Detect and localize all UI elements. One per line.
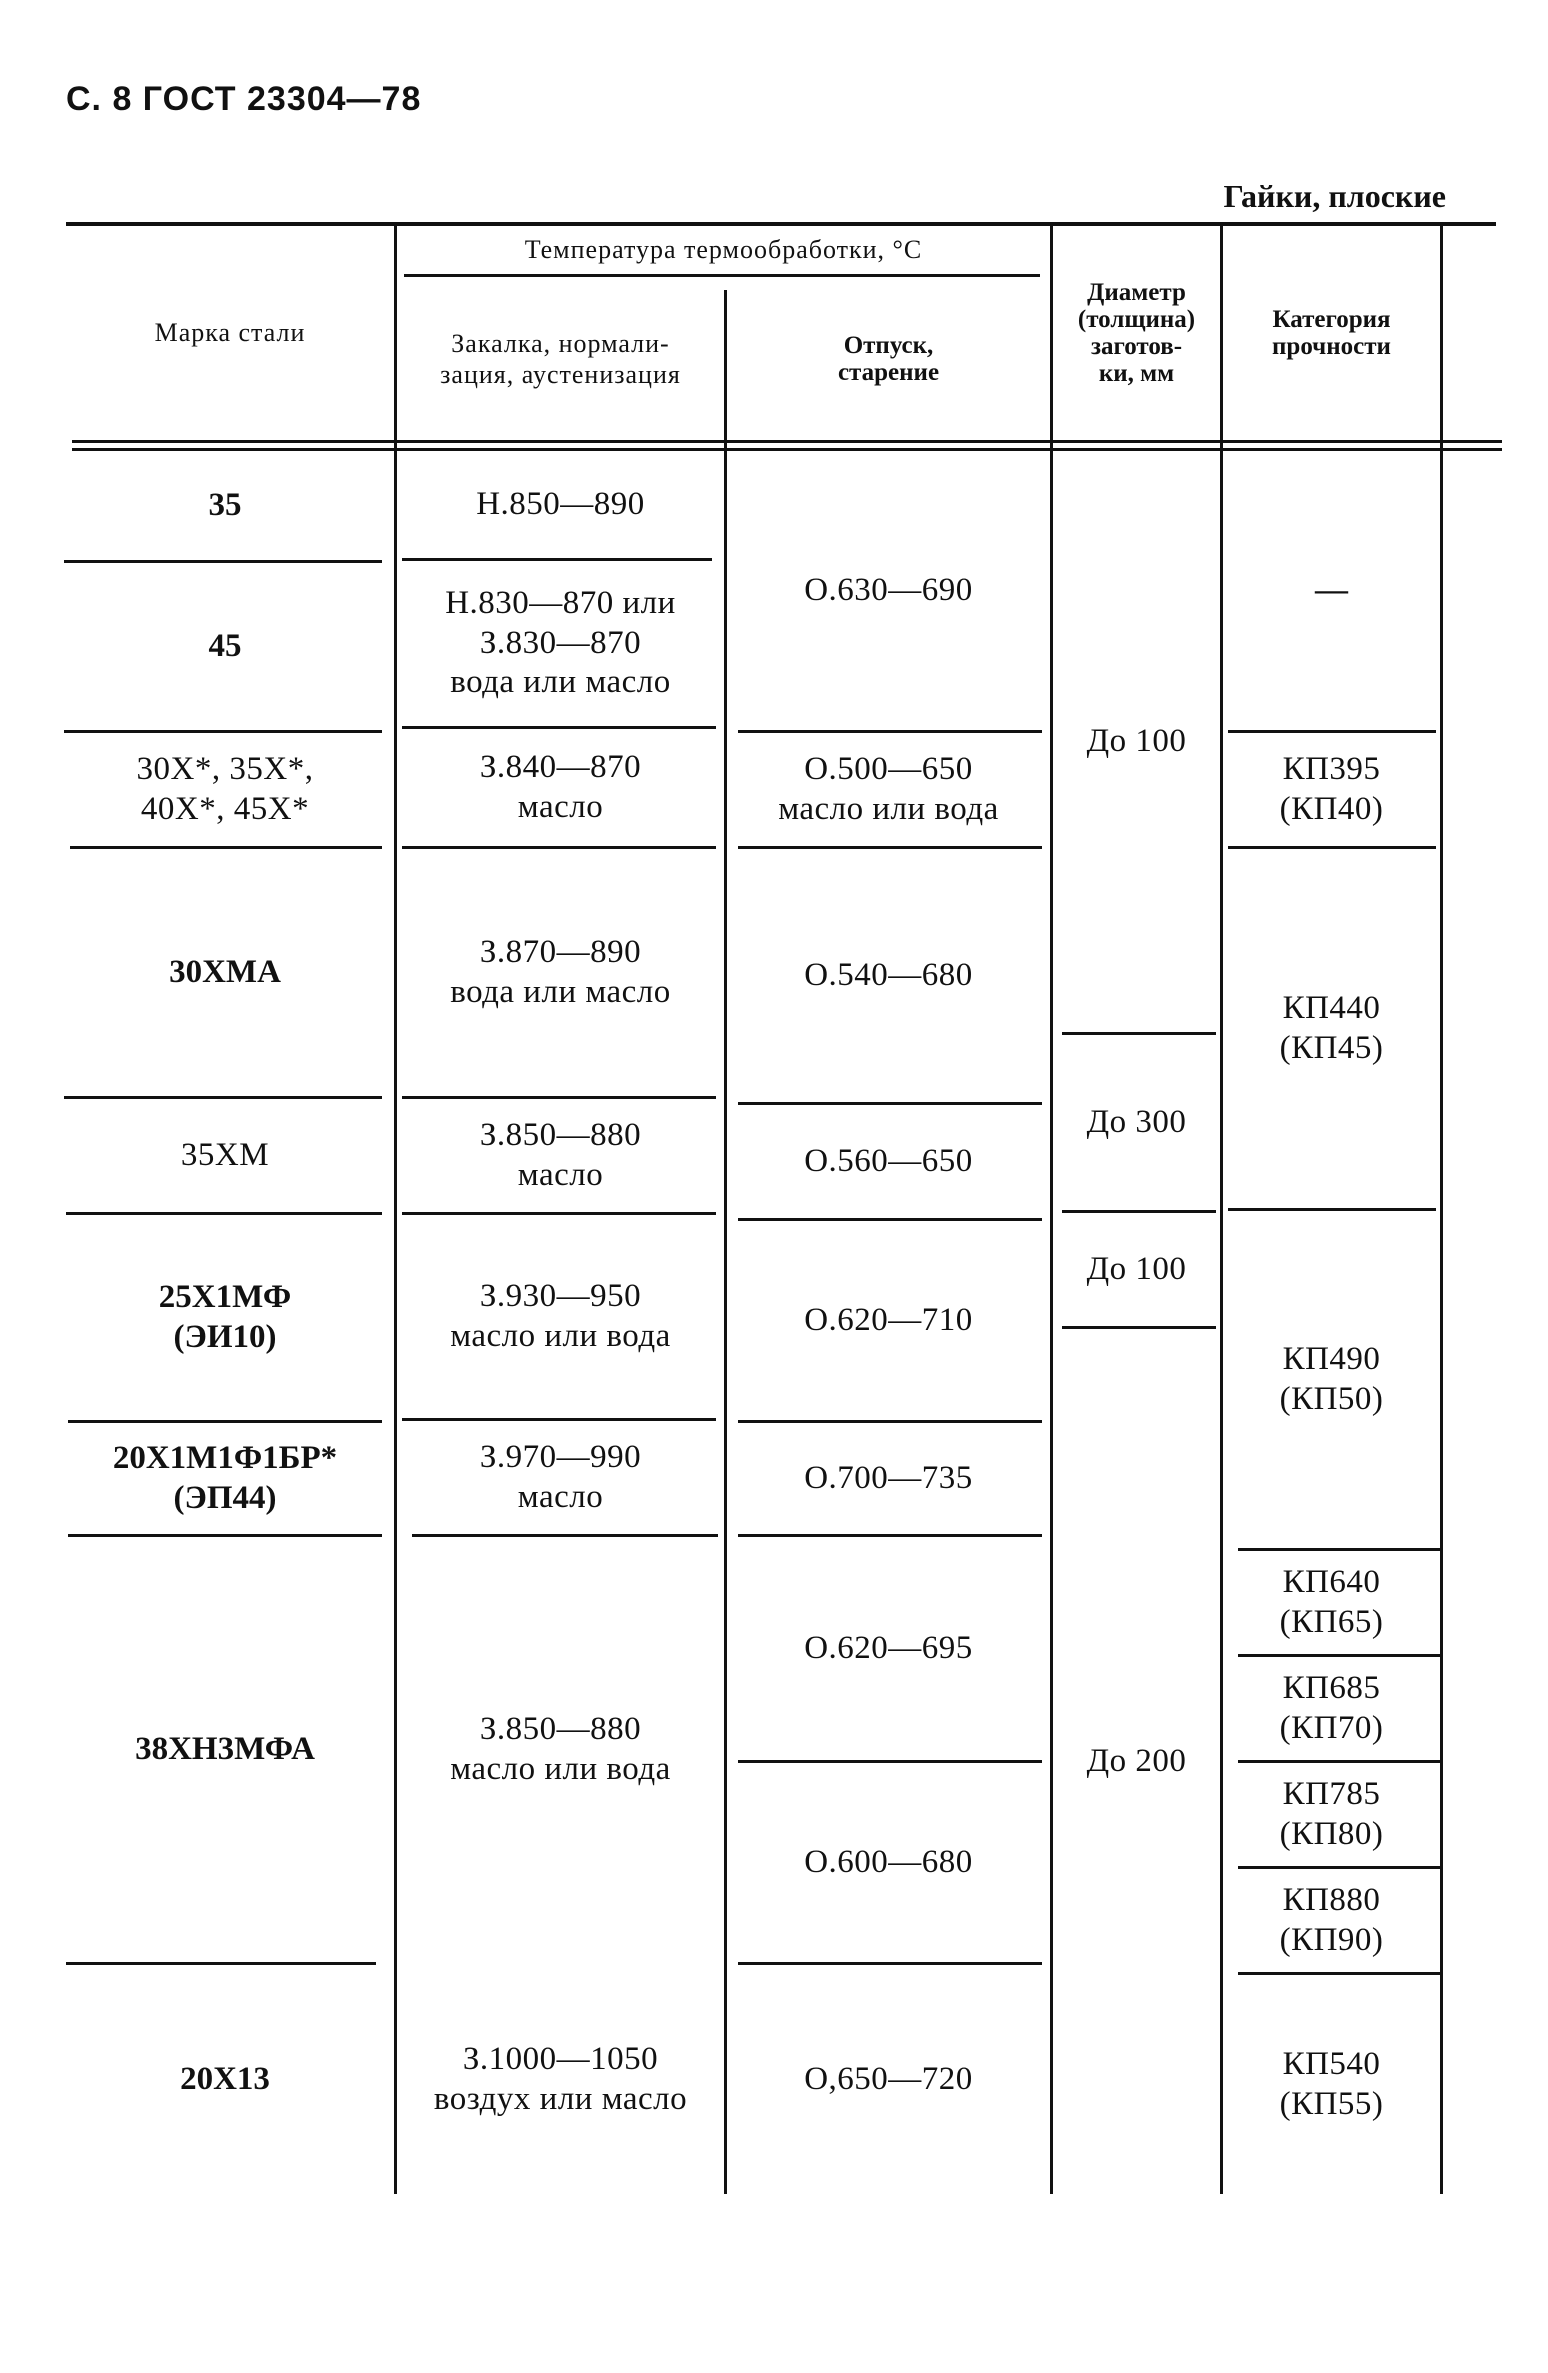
tempering-cell: О.600—680 (804, 1843, 973, 1880)
section-title: Гайки, плоские (1223, 178, 1446, 214)
header-temp-rule (404, 274, 1040, 277)
steel-grade-cell: 38ХН3МФА (135, 1730, 315, 1767)
quenching-cell: З.870—890 вода или масло (450, 933, 671, 1010)
col-line-right (1440, 226, 1443, 2194)
header-heat-treatment-temp: Температура термообработки, °С (524, 235, 923, 265)
tempering-cell: О.620—710 (804, 1301, 973, 1338)
header-bottom-rule-1 (72, 440, 1502, 443)
quenching-cell: З.970—990 масло (479, 1438, 642, 1515)
diameter-cell: До 100 (1086, 1250, 1187, 1287)
steel-grade-cell: 35 (208, 487, 242, 524)
category-cell: КП440 (КП45) (1279, 989, 1384, 1066)
tempering-cell: О.500—650 масло или вода (778, 750, 999, 827)
category-cell: — (1315, 572, 1348, 609)
category-cell: КП785 (КП80) (1279, 1775, 1384, 1852)
category-cell: КП540 (КП55) (1279, 2045, 1384, 2122)
steel-grade-cell: 30ХМА (169, 953, 281, 990)
tempering-cell: О.700—735 (804, 1459, 973, 1496)
diameter-cell: До 200 (1086, 1742, 1187, 1779)
quenching-cell: З.930—950 масло или вода (450, 1277, 671, 1354)
category-cell: КП395 (КП40) (1279, 750, 1384, 827)
category-cell: КП880 (КП90) (1279, 1881, 1384, 1958)
steel-grade-cell: 20Х13 (180, 2060, 270, 2097)
category-cell: КП685 (КП70) (1279, 1669, 1384, 1746)
header-quenching: Закалка, нормали- зация, аустенизация (440, 328, 681, 389)
quenching-cell: Н.830—870 или З.830—870 вода или масло (445, 585, 676, 701)
quenching-cell: З.840—870 масло (479, 748, 642, 825)
category-cell: КП490 (КП50) (1279, 1340, 1384, 1417)
tempering-cell: О.560—650 (804, 1142, 973, 1179)
header-steel-grade: Марка стали (154, 318, 306, 348)
tempering-cell: О.620—695 (804, 1629, 973, 1666)
quenching-cell: З.1000—1050 воздух или масло (433, 2040, 688, 2117)
tempering-cell: О,650—720 (804, 2060, 973, 2097)
steel-grade-cell: 25Х1МФ (ЭИ10) (158, 1278, 292, 1355)
tempering-cell: О.540—680 (804, 956, 973, 993)
header-tempering: Отпуск, старение (837, 332, 940, 386)
header-bottom-rule-2 (72, 448, 1502, 451)
quenching-cell: Н.850—890 (476, 486, 645, 523)
page-header: С. 8 ГОСТ 23304—78 (66, 80, 422, 118)
category-cell: КП640 (КП65) (1279, 1563, 1384, 1640)
steel-grade-cell: 45 (208, 627, 242, 664)
quenching-cell: З.850—880 масло или вода (450, 1710, 671, 1787)
diameter-cell: До 300 (1086, 1103, 1187, 1140)
steel-grade-cell: 30Х*, 35Х*, 40Х*, 45Х* (136, 750, 314, 827)
header-diameter: Диаметр (толщина) заготов- ки, мм (1077, 279, 1196, 387)
header-strength-category: Категория прочности (1272, 306, 1391, 360)
quenching-cell: З.850—880 масло (479, 1116, 642, 1193)
diameter-cell: До 100 (1086, 723, 1187, 760)
steel-grade-cell: 35ХМ (180, 1136, 270, 1173)
steel-grade-cell: 20Х1М1Ф1БР* (ЭП44) (112, 1439, 338, 1516)
tempering-cell: О.630—690 (804, 572, 973, 609)
